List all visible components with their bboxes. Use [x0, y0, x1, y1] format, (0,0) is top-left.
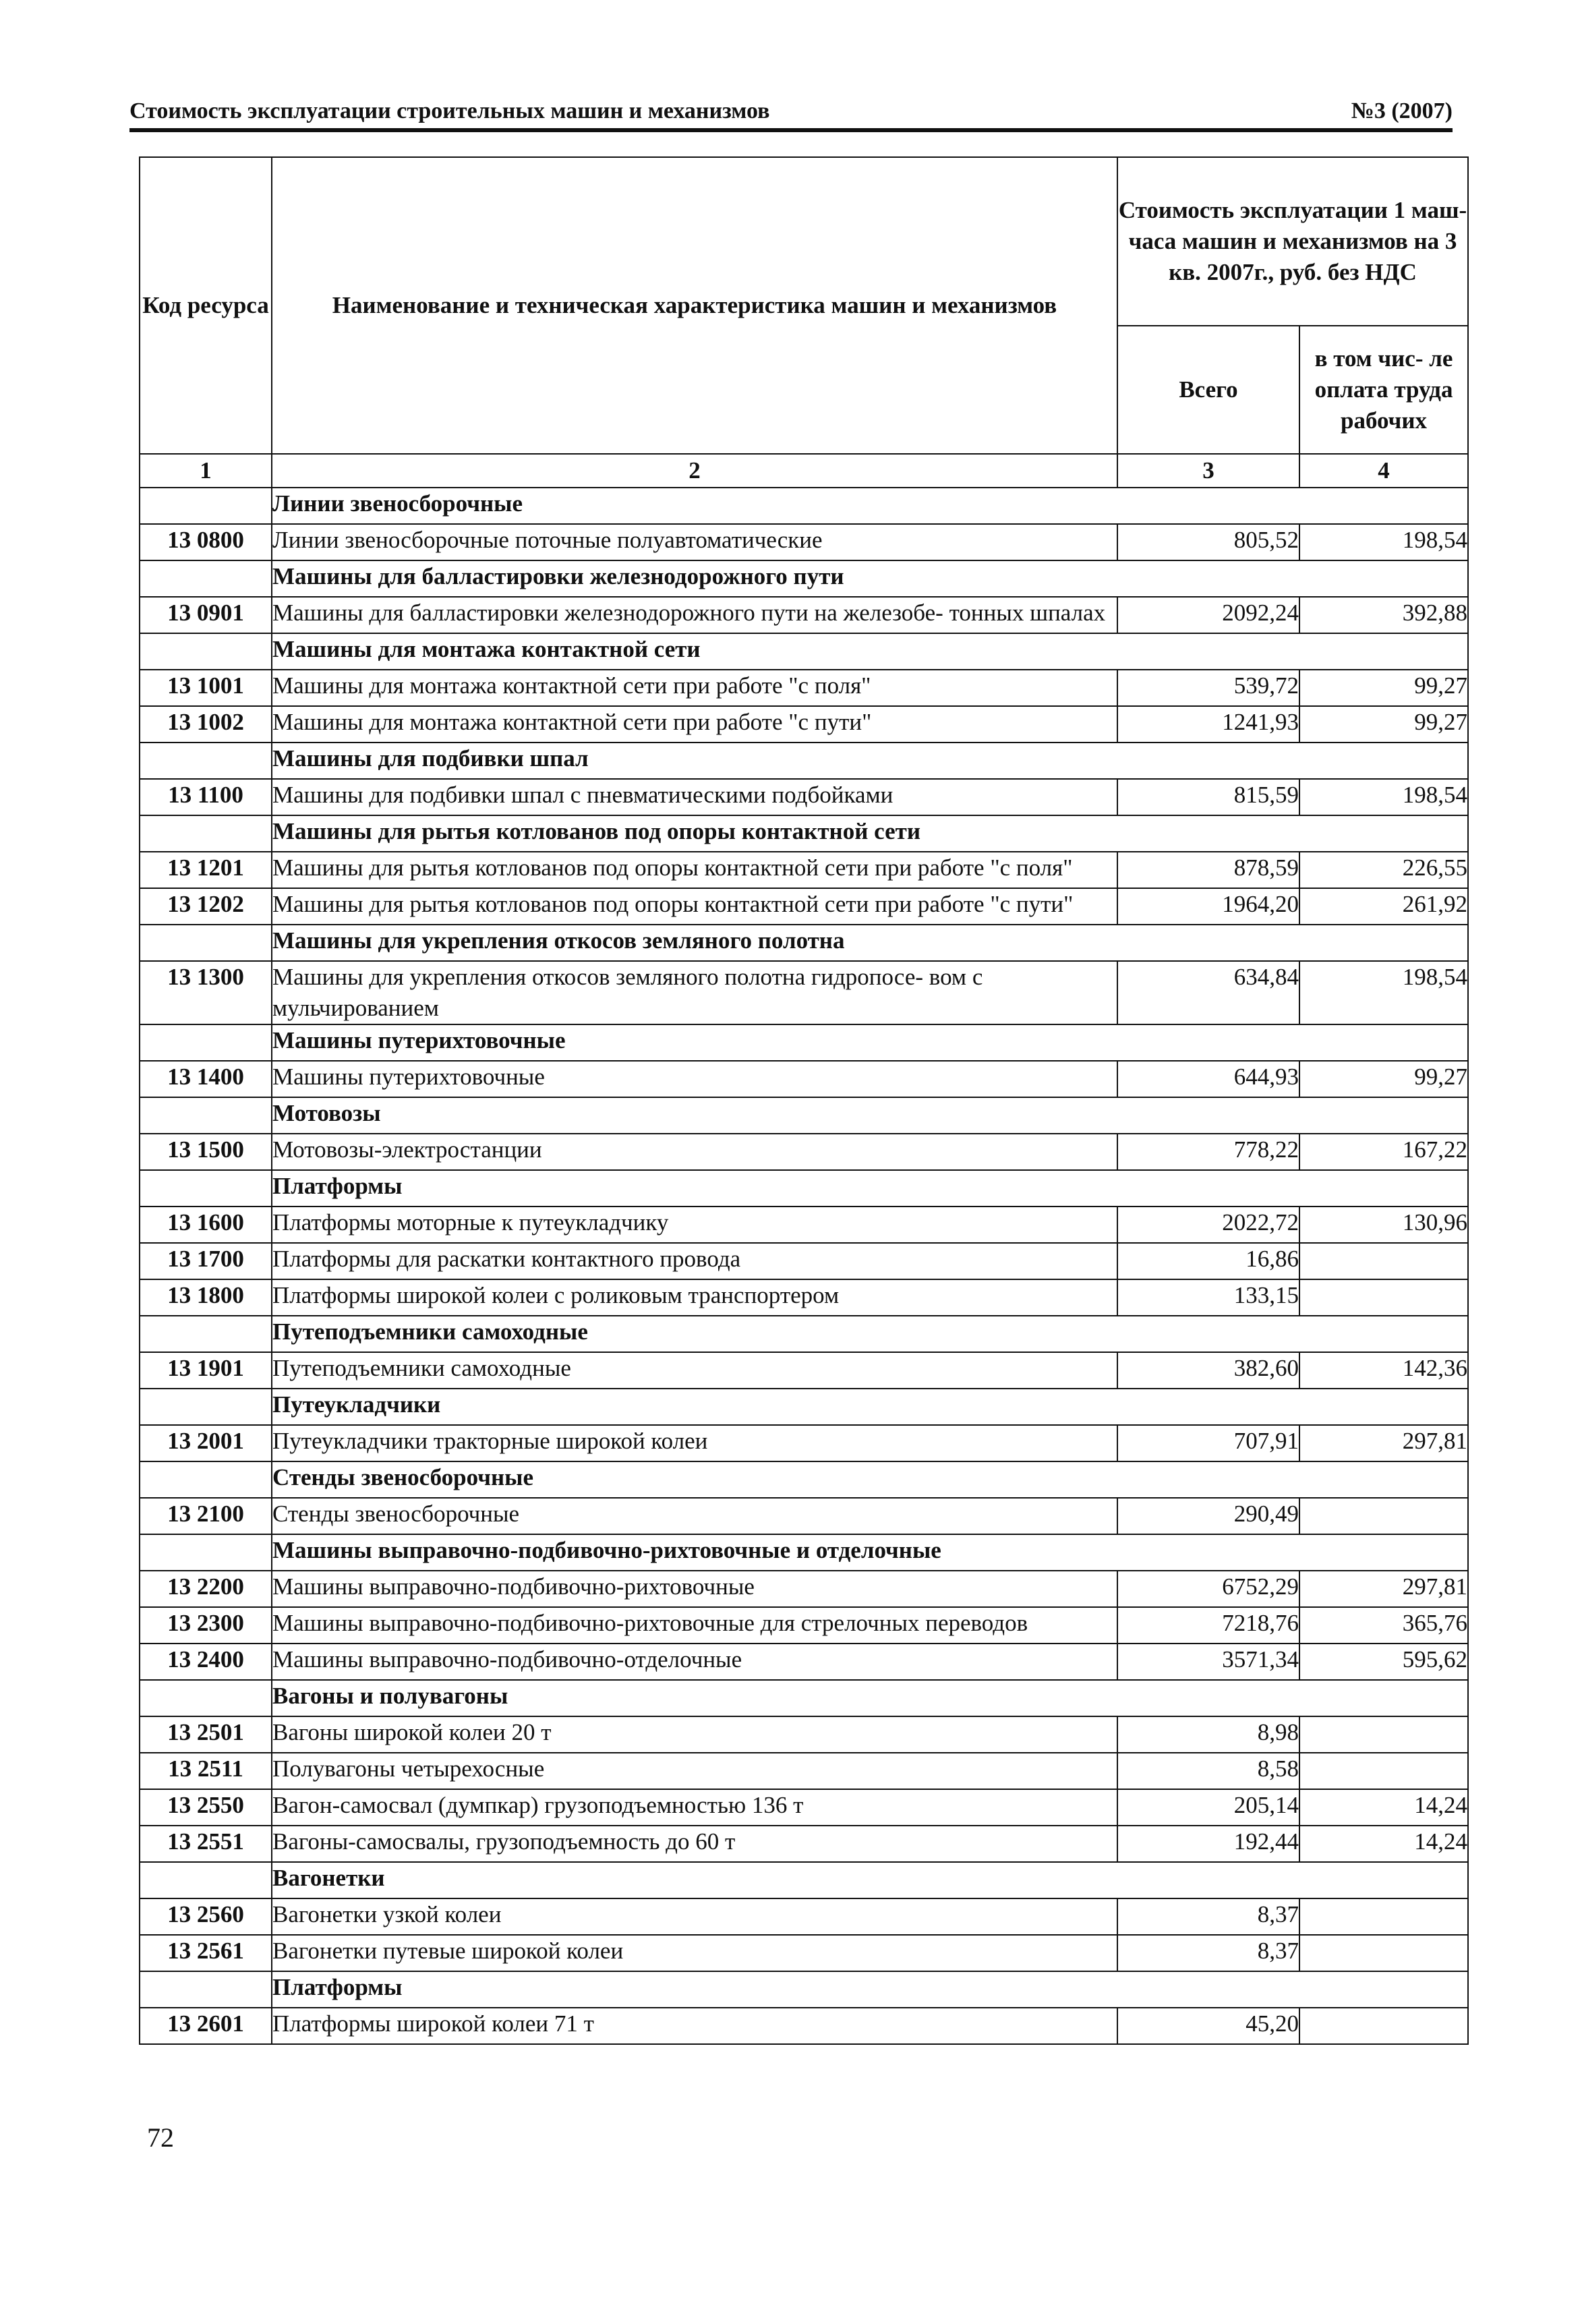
cost-total: 205,14 [1117, 1789, 1299, 1826]
cost-labor: 595,62 [1299, 1644, 1468, 1680]
section-code-cell [140, 560, 272, 597]
section-title: Вагоны и полувагоны [272, 1680, 1468, 1716]
resource-name: Машины выправочно-подбивочно-рихтовочные для стрелочных переводов [272, 1607, 1117, 1644]
resource-name: Машины для рытья котлованов под опоры контактной сети при работе "с пути" [272, 888, 1117, 925]
table-row [140, 1279, 1468, 1316]
cost-total: 192,44 [1117, 1826, 1299, 1862]
resource-code: 13 1202 [140, 888, 272, 925]
section-code-cell [140, 1316, 272, 1352]
resource-name: Платформы широкой колеи с роликовым транспортером [272, 1279, 1117, 1316]
cost-labor [1299, 1716, 1468, 1753]
section-code-cell [140, 1170, 272, 1207]
section-title: Машины выправочно-подбивочно-рихтовочные и отделочные [272, 1534, 1468, 1571]
table-row [140, 1207, 1468, 1243]
cost-total: 1241,93 [1117, 706, 1299, 743]
resource-code: 13 2200 [140, 1571, 272, 1607]
cost-total: 290,49 [1117, 1498, 1299, 1534]
section-title: Мотовозы [272, 1097, 1468, 1134]
cost-labor: 226,55 [1299, 852, 1468, 888]
section-row [140, 488, 1468, 524]
cost-labor: 99,27 [1299, 670, 1468, 706]
resource-name: Машины выправочно-подбивочно-отделочные [272, 1644, 1117, 1680]
table-row [140, 1134, 1468, 1170]
cost-labor: 261,92 [1299, 888, 1468, 925]
resource-name: Мотовозы-электростанции [272, 1134, 1117, 1170]
cost-total: 815,59 [1117, 779, 1299, 815]
cost-labor: 167,22 [1299, 1134, 1468, 1170]
header-labor: в том чис- ле оплата труда рабочих [1299, 326, 1468, 454]
resource-code: 13 2601 [140, 2008, 272, 2044]
resource-code: 13 1700 [140, 1243, 272, 1279]
cost-total: 8,37 [1117, 1898, 1299, 1935]
cost-total: 8,37 [1117, 1935, 1299, 1971]
table-row [140, 1716, 1468, 1753]
cost-labor: 99,27 [1299, 706, 1468, 743]
resource-code: 13 2561 [140, 1935, 272, 1971]
section-code-cell [140, 1389, 272, 1425]
cost-labor: 99,27 [1299, 1061, 1468, 1097]
section-title: Платформы [272, 1971, 1468, 2008]
section-code-cell [140, 1461, 272, 1498]
cost-labor: 297,81 [1299, 1571, 1468, 1607]
cost-total: 382,60 [1117, 1352, 1299, 1389]
cost-labor: 14,24 [1299, 1789, 1468, 1826]
resource-code: 13 1300 [140, 961, 272, 1024]
resource-code: 13 1600 [140, 1207, 272, 1243]
cost-total: 778,22 [1117, 1134, 1299, 1170]
section-row [140, 633, 1468, 670]
table-body [140, 488, 1468, 2044]
table-row [140, 1753, 1468, 1789]
section-row [140, 1680, 1468, 1716]
section-row [140, 1316, 1468, 1352]
table-row [140, 524, 1468, 560]
cost-labor [1299, 1243, 1468, 1279]
price-table [139, 156, 1469, 2045]
section-title: Стенды звеносборочные [272, 1461, 1468, 1498]
table-row [140, 1498, 1468, 1534]
resource-name: Вагоны-самосвалы, грузоподъемность до 60 т [272, 1826, 1117, 1862]
section-code-cell [140, 1862, 272, 1898]
cost-total: 8,98 [1117, 1716, 1299, 1753]
section-code-cell [140, 815, 272, 852]
resource-name: Вагонетки узкой колеи [272, 1898, 1117, 1935]
table-row [140, 852, 1468, 888]
section-row [140, 1862, 1468, 1898]
cost-labor [1299, 1279, 1468, 1316]
table-row [140, 1352, 1468, 1389]
resource-code: 13 0800 [140, 524, 272, 560]
resource-code: 13 1201 [140, 852, 272, 888]
column-number-3: 3 [1117, 454, 1299, 488]
section-row [140, 1024, 1468, 1061]
resource-code: 13 2001 [140, 1425, 272, 1461]
section-title: Платформы [272, 1170, 1468, 1207]
cost-total: 7218,76 [1117, 1607, 1299, 1644]
section-row [140, 560, 1468, 597]
section-code-cell [140, 1097, 272, 1134]
table-row [140, 1243, 1468, 1279]
cost-total: 8,58 [1117, 1753, 1299, 1789]
table-row [140, 1571, 1468, 1607]
cost-total: 45,20 [1117, 2008, 1299, 2044]
section-title: Вагонетки [272, 1862, 1468, 1898]
cost-total: 2022,72 [1117, 1207, 1299, 1243]
table-row [140, 779, 1468, 815]
cost-total: 1964,20 [1117, 888, 1299, 925]
table-row [140, 1935, 1468, 1971]
resource-name: Машины для рытья котлованов под опоры контактной сети при работе "с поля" [272, 852, 1117, 888]
section-row [140, 1389, 1468, 1425]
cost-labor [1299, 2008, 1468, 2044]
table-row [140, 1789, 1468, 1826]
column-number-1: 1 [140, 454, 272, 488]
resource-name: Машины для укрепления откосов земляного полотна гидропосе- вом с мульчированием [272, 961, 1117, 1024]
resource-code: 13 1400 [140, 1061, 272, 1097]
section-code-cell [140, 925, 272, 961]
resource-code: 13 2400 [140, 1644, 272, 1680]
resource-code: 13 1100 [140, 779, 272, 815]
section-title: Машины для рытья котлованов под опоры контактной сети [272, 815, 1468, 852]
section-title: Линии звеносборочные [272, 488, 1468, 524]
section-code-cell [140, 1680, 272, 1716]
resource-name: Машины для монтажа контактной сети при работе "с поля" [272, 670, 1117, 706]
publication-title: Стоимость эксплуатации строительных машин и механизмов [129, 98, 770, 123]
cost-labor: 365,76 [1299, 1607, 1468, 1644]
table-row [140, 597, 1468, 633]
cost-total: 6752,29 [1117, 1571, 1299, 1607]
cost-total: 2092,24 [1117, 597, 1299, 633]
cost-labor [1299, 1898, 1468, 1935]
table-row [140, 2008, 1468, 2044]
column-number-2: 2 [272, 454, 1117, 488]
resource-code: 13 0901 [140, 597, 272, 633]
table-row [140, 1826, 1468, 1862]
resource-code: 13 1002 [140, 706, 272, 743]
resource-name: Вагоны широкой колеи 20 т [272, 1716, 1117, 1753]
header-total: Всего [1117, 326, 1299, 454]
section-row [140, 1170, 1468, 1207]
resource-name: Машины для монтажа контактной сети при работе "с пути" [272, 706, 1117, 743]
table-row [140, 706, 1468, 743]
section-row [140, 743, 1468, 779]
resource-name: Полувагоны четырехосные [272, 1753, 1117, 1789]
resource-name: Машины выправочно-подбивочно-рихтовочные [272, 1571, 1117, 1607]
resource-name: Линии звеносборочные поточные полуавтоматические [272, 524, 1117, 560]
cost-labor: 198,54 [1299, 961, 1468, 1024]
table-row [140, 961, 1468, 1024]
resource-code: 13 2560 [140, 1898, 272, 1935]
section-row [140, 1097, 1468, 1134]
table-row [140, 1898, 1468, 1935]
header-cost-group: Стоимость эксплуатации 1 маш-часа машин и механизмов на 3 кв. 2007г., руб. без НДС [1117, 157, 1468, 326]
section-code-cell [140, 743, 272, 779]
cost-labor: 198,54 [1299, 779, 1468, 815]
cost-total: 634,84 [1117, 961, 1299, 1024]
section-code-cell [140, 1024, 272, 1061]
resource-name: Вагонетки путевые широкой колеи [272, 1935, 1117, 1971]
resource-code: 13 1800 [140, 1279, 272, 1316]
resource-code: 13 1001 [140, 670, 272, 706]
section-row [140, 925, 1468, 961]
section-title: Машины для балластировки железнодорожного пути [272, 560, 1468, 597]
table-header [140, 157, 1468, 488]
cost-labor: 130,96 [1299, 1207, 1468, 1243]
section-row [140, 1461, 1468, 1498]
cost-labor: 392,88 [1299, 597, 1468, 633]
section-title: Путеукладчики [272, 1389, 1468, 1425]
resource-name: Путеукладчики тракторные широкой колеи [272, 1425, 1117, 1461]
cost-labor [1299, 1935, 1468, 1971]
resource-name: Путеподъемники самоходные [272, 1352, 1117, 1389]
page-header [129, 94, 1453, 132]
resource-name: Платформы широкой колеи 71 т [272, 2008, 1117, 2044]
table-row [140, 670, 1468, 706]
section-title: Машины путерихтовочные [272, 1024, 1468, 1061]
cost-labor: 14,24 [1299, 1826, 1468, 1862]
resource-name: Платформы для раскатки контактного провода [272, 1243, 1117, 1279]
cost-labor: 198,54 [1299, 524, 1468, 560]
section-row [140, 1534, 1468, 1571]
resource-name: Машины для подбивки шпал с пневматическими подбойками [272, 779, 1117, 815]
section-row [140, 1971, 1468, 2008]
resource-code: 13 1500 [140, 1134, 272, 1170]
cost-total: 805,52 [1117, 524, 1299, 560]
resource-name: Платформы моторные к путеукладчику [272, 1207, 1117, 1243]
section-code-cell [140, 1534, 272, 1571]
header-name: Наименование и техническая характеристика машин и механизмов [272, 157, 1117, 454]
column-number-4: 4 [1299, 454, 1468, 488]
table-row [140, 1061, 1468, 1097]
resource-name: Стенды звеносборочные [272, 1498, 1117, 1534]
header-code: Код ресурса [140, 157, 272, 454]
section-title: Машины для монтажа контактной сети [272, 633, 1468, 670]
section-row [140, 815, 1468, 852]
page-number: 72 [147, 2122, 174, 2153]
issue-number: №3 (2007) [1351, 98, 1453, 123]
cost-total: 644,93 [1117, 1061, 1299, 1097]
cost-labor [1299, 1753, 1468, 1789]
table-row [140, 1644, 1468, 1680]
cost-total: 133,15 [1117, 1279, 1299, 1316]
section-code-cell [140, 488, 272, 524]
cost-labor: 142,36 [1299, 1352, 1468, 1389]
section-code-cell [140, 1971, 272, 2008]
resource-code: 13 2551 [140, 1826, 272, 1862]
section-code-cell [140, 633, 272, 670]
resource-code: 13 2511 [140, 1753, 272, 1789]
cost-labor [1299, 1498, 1468, 1534]
resource-name: Вагон-самосвал (думпкар) грузоподъемностью 136 т [272, 1789, 1117, 1826]
resource-code: 13 2300 [140, 1607, 272, 1644]
section-title: Машины для укрепления откосов земляного полотна [272, 925, 1468, 961]
cost-total: 539,72 [1117, 670, 1299, 706]
section-title: Машины для подбивки шпал [272, 743, 1468, 779]
resource-code: 13 2550 [140, 1789, 272, 1826]
cost-total: 878,59 [1117, 852, 1299, 888]
resource-code: 13 2100 [140, 1498, 272, 1534]
cost-total: 16,86 [1117, 1243, 1299, 1279]
section-title: Путеподъемники самоходные [272, 1316, 1468, 1352]
cost-labor: 297,81 [1299, 1425, 1468, 1461]
resource-code: 13 1901 [140, 1352, 272, 1389]
cost-total: 3571,34 [1117, 1644, 1299, 1680]
resource-code: 13 2501 [140, 1716, 272, 1753]
table-row [140, 888, 1468, 925]
resource-name: Машины путерихтовочные [272, 1061, 1117, 1097]
table-row [140, 1607, 1468, 1644]
table-row [140, 1425, 1468, 1461]
cost-total: 707,91 [1117, 1425, 1299, 1461]
resource-name: Машины для балластировки железнодорожного пути на железобе- тонных шпалах [272, 597, 1117, 633]
